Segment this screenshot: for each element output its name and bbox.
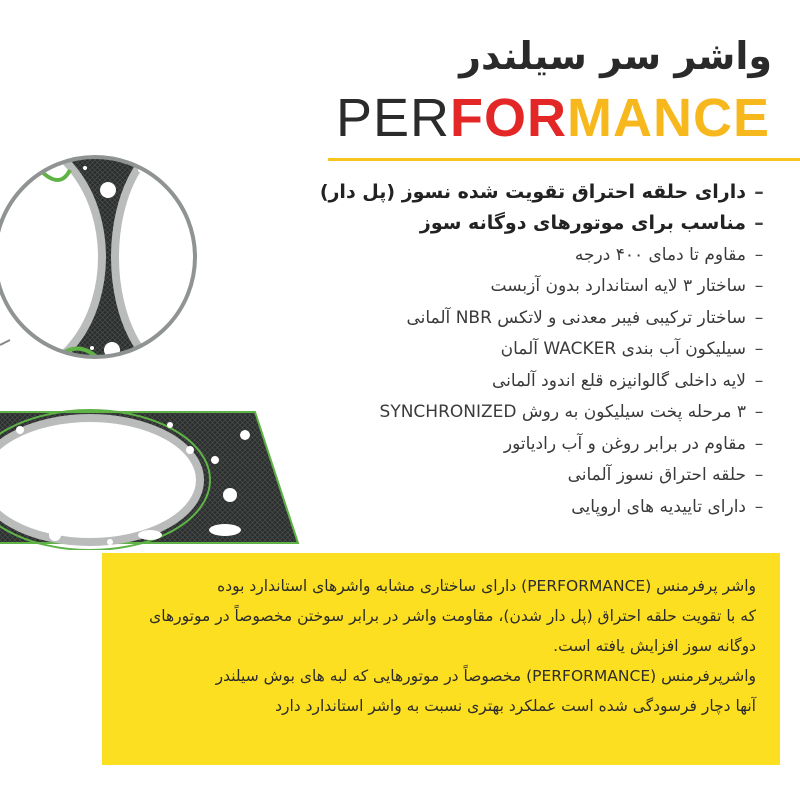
bullet-dash: –	[754, 307, 764, 328]
bullet-dash: –	[754, 465, 764, 486]
feature-item	[252, 302, 772, 334]
description-line-4: واشرپرفرمنس (PERFORMANCE) مخصوصاً در موتورهایی که لبه های بوش سیلندر	[215, 667, 756, 685]
feature-list	[252, 176, 772, 523]
feature-item	[252, 271, 772, 303]
bullet-dash: –	[754, 339, 764, 360]
feature-item	[252, 176, 772, 208]
feature-text: لایه داخلی گالوانیزه قلع اندود آلمانی	[491, 370, 746, 391]
bullet-dash: –	[754, 402, 764, 423]
feature-item	[252, 239, 772, 271]
page-title: واشر سر سیلندر	[459, 34, 772, 78]
feature-text: حلقه احتراق نسوز آلمانی	[567, 465, 746, 486]
feature-item	[252, 491, 772, 523]
gasket-illustration	[0, 150, 300, 550]
bullet-dash: –	[754, 370, 764, 391]
brand-wordmark	[336, 88, 770, 148]
feature-text: دارای حلقه احتراق تقویت شده نسوز (پل دار)	[319, 180, 746, 203]
magnified-detail	[0, 150, 255, 377]
divider-line	[328, 158, 800, 161]
bullet-dash: –	[754, 496, 764, 517]
bullet-dash: –	[754, 276, 764, 297]
brand-part-per: PER	[335, 88, 450, 148]
gasket-body	[0, 410, 298, 550]
feature-text: ساختار ۳ لایه استاندارد بدون آزبست	[490, 276, 746, 297]
bullet-dash: –	[754, 212, 764, 235]
feature-item	[252, 428, 772, 460]
description-line-2: که با تقویت حلقه احتراق (پل دار شدن)، مقاومت واشر در برابر سوختن مخصوصاً در موتورهای	[149, 607, 756, 625]
brand-part-for: FOR	[450, 88, 567, 148]
feature-text: دارای تاییدیه های اروپایی	[571, 496, 746, 517]
description-line-1: واشر پرفرمنس (PERFORMANCE) دارای ساختاری مشابه واشرهای استاندارد بوده	[217, 577, 756, 595]
feature-item	[252, 460, 772, 492]
feature-item	[252, 397, 772, 429]
description-box	[102, 553, 780, 765]
feature-text: مقاوم در برابر روغن و آب رادیاتور	[503, 433, 746, 454]
bullet-dash: –	[754, 433, 764, 454]
feature-text: ۳ مرحله پخت سیلیکون به روش SYNCHRONIZED	[379, 402, 746, 423]
feature-text: سیلیکون آب بندی WACKER آلمان	[500, 339, 746, 360]
bullet-dash: –	[754, 180, 764, 203]
feature-text: مقاوم تا دمای ۴۰۰ درجه	[574, 244, 746, 265]
feature-item	[252, 365, 772, 397]
feature-item	[252, 208, 772, 240]
description-line-5: آنها دچار فرسودگی شده است عملکرد بهتری نسبت به واشر استاندارد دارد	[275, 697, 756, 715]
brand-part-mance: MANCE	[567, 88, 770, 148]
description-line-3: دوگانه سوز افزایش یافته است.	[553, 637, 756, 655]
feature-item	[252, 334, 772, 366]
bullet-dash: –	[754, 244, 764, 265]
feature-text: مناسب برای موتورهای دوگانه سوز	[419, 212, 746, 235]
feature-text: ساختار ترکیبی فیبر معدنی و لاتکس NBR آلمانی	[406, 307, 746, 328]
